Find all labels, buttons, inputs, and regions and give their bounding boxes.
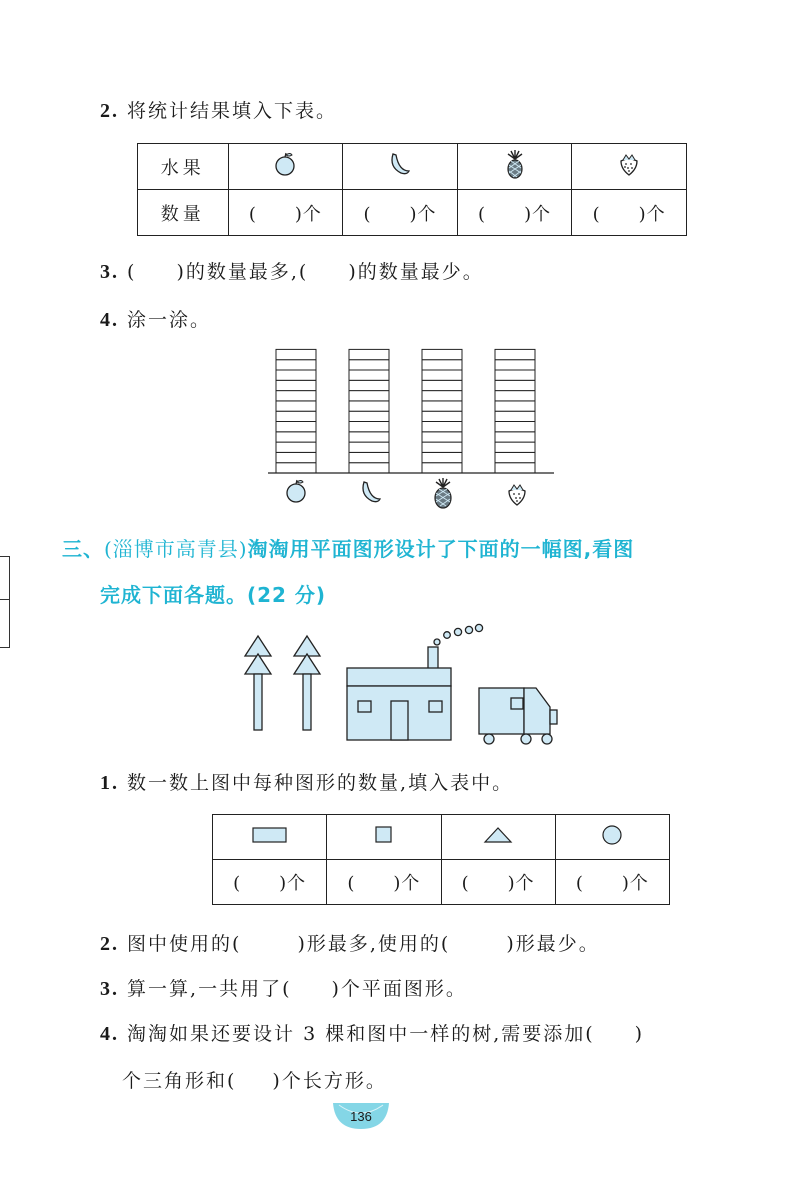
question-2: 2. 将统计结果填入下表。: [100, 100, 338, 122]
grid-cell[interactable]: [422, 411, 462, 421]
grid-cell[interactable]: [276, 380, 316, 390]
shape-question-1: 1. 数一数上图中每种图形的数量,填入表中。: [100, 772, 514, 794]
grid-cell[interactable]: [349, 360, 389, 370]
shape-question-3: 3. 算一算,一共用了( )个平面图形。: [100, 978, 467, 1000]
grid-cell[interactable]: [422, 349, 462, 359]
tree-2: [294, 636, 320, 730]
grid-cell[interactable]: [495, 422, 535, 432]
grid-cell[interactable]: [349, 391, 389, 401]
answer-cell[interactable]: ( )个: [441, 860, 555, 905]
rectangle-icon: [252, 826, 288, 844]
grid-cell[interactable]: [495, 380, 535, 390]
page-number: 136: [350, 1109, 372, 1124]
grid-cell[interactable]: [422, 422, 462, 432]
grid-cell[interactable]: [349, 401, 389, 411]
strawberry-cell: [572, 144, 687, 190]
answer-cell[interactable]: ( )个: [343, 190, 458, 236]
grid-cell[interactable]: [349, 463, 389, 473]
grid-cell[interactable]: [422, 401, 462, 411]
question-3: 3. ( )的数量最多,( )的数量最少。: [100, 261, 484, 283]
grid-cell[interactable]: [495, 432, 535, 442]
answer-cell[interactable]: ( )个: [457, 190, 572, 236]
bar-column[interactable]: [349, 349, 389, 473]
grid-cell[interactable]: [276, 370, 316, 380]
grid-cell[interactable]: [276, 432, 316, 442]
bar-column[interactable]: [495, 349, 535, 473]
grid-cell[interactable]: [276, 442, 316, 452]
grid-cell[interactable]: [495, 391, 535, 401]
circle-icon: [601, 824, 623, 846]
pineapple-cell: [457, 144, 572, 190]
grid-cell[interactable]: [495, 442, 535, 452]
answer-cell[interactable]: ( )个: [228, 190, 343, 236]
house: [347, 624, 483, 740]
grid-cell[interactable]: [422, 391, 462, 401]
shape-design-picture: [236, 622, 566, 752]
grid-cell[interactable]: [349, 349, 389, 359]
answer-cell[interactable]: ( )个: [572, 190, 687, 236]
grid-cell[interactable]: [276, 401, 316, 411]
grid-cell[interactable]: [349, 432, 389, 442]
shape-question-2: 2. 图中使用的( )形最多,使用的( )形最少。: [100, 933, 600, 955]
triangle-cell: [441, 815, 555, 860]
grid-cell[interactable]: [422, 452, 462, 462]
grid-cell[interactable]: [422, 442, 462, 452]
pineapple-icon: [503, 149, 527, 179]
shape-question-4: 4. 淘淘如果还要设计 3 棵和图中一样的树,需要添加( ): [100, 1023, 645, 1045]
grid-cell[interactable]: [349, 370, 389, 380]
grid-cell[interactable]: [349, 411, 389, 421]
square-cell: [327, 815, 441, 860]
grid-cell[interactable]: [422, 360, 462, 370]
grid-cell[interactable]: [349, 452, 389, 462]
strawberry-icon: [617, 151, 641, 177]
grid-cell[interactable]: [495, 411, 535, 421]
banana-cell: [343, 144, 458, 190]
apple-icon: [287, 480, 305, 502]
circle-cell: [555, 815, 669, 860]
grid-cell[interactable]: [276, 411, 316, 421]
answer-cell[interactable]: ( )个: [213, 860, 327, 905]
grid-cell[interactable]: [422, 432, 462, 442]
grid-cell[interactable]: [422, 463, 462, 473]
grid-cell[interactable]: [276, 452, 316, 462]
shape-count-table: [212, 814, 670, 905]
grid-cell[interactable]: [495, 370, 535, 380]
grid-cell[interactable]: [276, 391, 316, 401]
triangle-icon: [483, 826, 513, 844]
bar-column[interactable]: [276, 349, 316, 473]
grid-cell[interactable]: [495, 360, 535, 370]
strawberry-icon: [509, 485, 525, 505]
page-number-badge: [331, 1101, 391, 1131]
grid-cell[interactable]: [276, 349, 316, 359]
coloring-bar-grid: [262, 345, 562, 515]
quantity-label-cell: 数量: [138, 190, 229, 236]
grid-cell[interactable]: [276, 360, 316, 370]
banana-icon: [387, 151, 413, 177]
pineapple-icon: [435, 478, 451, 508]
tree-1: [245, 636, 271, 730]
shape-question-4-line2: 个三角形和( )个长方形。: [122, 1070, 387, 1092]
truck: [479, 688, 557, 744]
side-tab: [0, 556, 10, 648]
grid-cell[interactable]: [276, 463, 316, 473]
grid-cell[interactable]: [349, 380, 389, 390]
grid-cell[interactable]: [422, 380, 462, 390]
grid-cell[interactable]: [495, 349, 535, 359]
grid-cell[interactable]: [276, 422, 316, 432]
grid-cell[interactable]: [422, 370, 462, 380]
apple-icon: [273, 151, 297, 177]
apple-cell: [228, 144, 343, 190]
bar-column[interactable]: [422, 349, 462, 473]
square-icon: [375, 826, 393, 844]
answer-cell[interactable]: ( )个: [327, 860, 441, 905]
answer-cell[interactable]: ( )个: [555, 860, 669, 905]
question-4: 4. 涂一涂。: [100, 309, 212, 331]
banana-icon: [363, 482, 380, 502]
grid-cell[interactable]: [495, 463, 535, 473]
grid-cell[interactable]: [349, 442, 389, 452]
section-3-title-line2: 完成下面各题。(22 分): [100, 583, 327, 607]
grid-cell[interactable]: [349, 422, 389, 432]
fruit-count-table: [137, 143, 687, 236]
fruit-label-cell: 水果: [138, 144, 229, 190]
grid-cell[interactable]: [495, 452, 535, 462]
section-3-title: 三、(淄博市高青县)淘淘用平面图形设计了下面的一幅图,看图: [62, 537, 635, 561]
rectangle-cell: [213, 815, 327, 860]
grid-cell[interactable]: [495, 401, 535, 411]
